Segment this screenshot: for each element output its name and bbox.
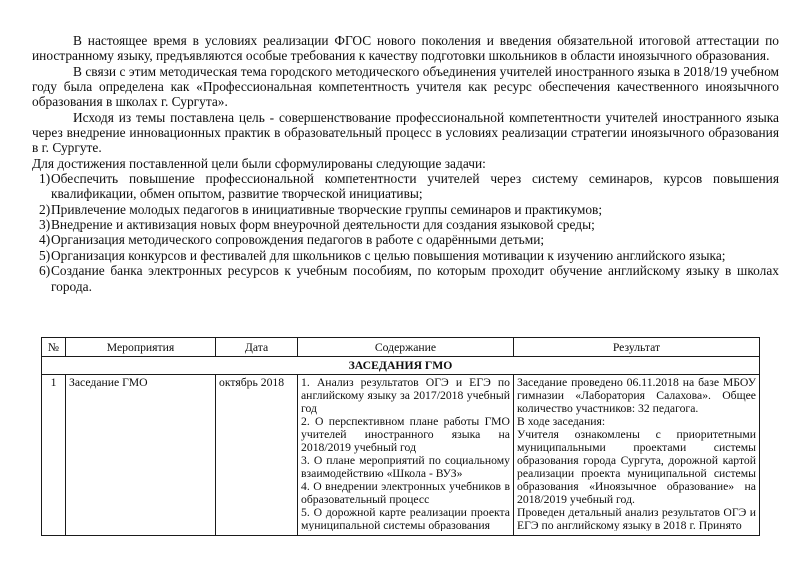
task-item-4: [32, 232, 779, 247]
task-text: Привлечение молодых педагогов в инициативные творческие группы семинаров и практикумов;: [51, 201, 603, 217]
intro-text-block: [32, 33, 779, 294]
header-cell-content: Содержание: [298, 338, 514, 357]
task-text: Создание банка электронных ресурсов к учебным пособиям, по которым проходит обучение английскому языку в школах города.: [51, 263, 779, 294]
task-number: 6): [39, 263, 51, 279]
result-paragraph: Проведен детальный анализ результатов ОГЭ и ЕГЭ по английскому языку в 2018 г. Принято: [517, 506, 756, 531]
task-number: 3): [39, 217, 51, 233]
header-cell-event: Мероприятия: [66, 338, 216, 357]
task-number: 2): [39, 201, 51, 217]
task-text: Внедрение и активизация новых форм внеурочной деятельности для создания языковой среды;: [51, 217, 595, 233]
table-header-row: [42, 338, 760, 357]
task-item-5: [32, 248, 779, 263]
header-cell-number: №: [42, 338, 66, 357]
content-item: 2. О перспективном плане работы ГМО учителей иностранного языка на 2018/2019 учебный год: [301, 415, 510, 454]
task-text: Обеспечить повышение профессиональной компетентности учителей через систему семинаров, курсов повышения квалификации, обмен опытом, развитие творческой инициативы;: [51, 171, 779, 202]
task-number: 4): [39, 232, 51, 248]
table-row: [42, 375, 760, 536]
activity-table: [41, 337, 760, 536]
task-item-3: [32, 217, 779, 232]
result-paragraph: В ходе заседания:: [517, 415, 606, 428]
result-paragraph: Заседание проведено 06.11.2018 на базе МБОУ гимназии «Лаборатория Салахова». Общее количество участников: 32 педагога.: [517, 376, 756, 415]
table-section-row: [42, 357, 760, 375]
tasks-intro: Для достижения поставленной цели были сформулированы следующие задачи:: [32, 155, 486, 171]
content-item: 1. Анализ результатов ОГЭ и ЕГЭ по английскому языку за 2017/2018 учебный год: [301, 376, 510, 415]
content-item: 4. О внедрении электронных учебников в образовательный процесс: [301, 480, 510, 506]
event-cell: Заседание ГМО: [66, 375, 216, 536]
task-text: Организация методического сопровождения педагогов в работе с одарёнными детьми;: [51, 232, 545, 248]
task-item-6: [32, 263, 779, 294]
intro-paragraph-1: В настоящее время в условиях реализации ФГОС нового поколения и введения обязательной итоговой аттестации по иностранному языку, предъявляются особые требования к качеству подготовки школьников в области иноязычного образования.: [32, 33, 779, 64]
intro-paragraph-2: В связи с этим методическая тема городского методического объединения учителей иностранного языка в 2018/19 учебном году была определена как «Профессиональная компетентность учителя как ресурс обеспечения качественного иноязычного образования в школах г. Сургута».: [32, 63, 779, 110]
result-cell: [514, 375, 760, 536]
date-cell: октябрь 2018: [216, 375, 298, 536]
task-item-1: [32, 171, 779, 202]
task-item-2: [32, 202, 779, 217]
content-item: 5. О дорожной карте реализации проекта муниципальной системы образования: [301, 506, 510, 531]
tasks-list: [32, 171, 779, 294]
content-cell: [298, 375, 514, 536]
table-section-title: ЗАСЕДАНИЯ ГМО: [42, 357, 760, 375]
task-number: 1): [39, 171, 51, 187]
content-cell-text: [301, 376, 510, 531]
header-cell-result: Результат: [514, 338, 760, 357]
result-paragraph: Учителя ознакомлены с приоритетными муниципальными проектами системы образования города Сургута, дорожной картой реализации проекта муниципальной системы образования «Иноязычное образование» на 2018/2019 учебный год.: [517, 428, 756, 506]
result-cell-text: [517, 376, 756, 531]
task-number: 5): [39, 247, 51, 263]
intro-paragraph-3: Исходя из темы поставлена цель - совершенствование профессиональной компетентности учителей иностранного языка через внедрение инновационных практик в образовательный процесс в условиях реализации стратегии иноязычного образования в г. Сургуте.: [32, 109, 779, 156]
content-item: 3. О плане мероприятий по социальному взаимодействию «Школа - ВУЗ»: [301, 454, 510, 480]
row-number-cell: 1: [42, 375, 66, 536]
header-cell-date: Дата: [216, 338, 298, 357]
task-text: Организация конкурсов и фестивалей для школьников с целью повышения мотивации к изучению английского языка;: [51, 247, 726, 263]
